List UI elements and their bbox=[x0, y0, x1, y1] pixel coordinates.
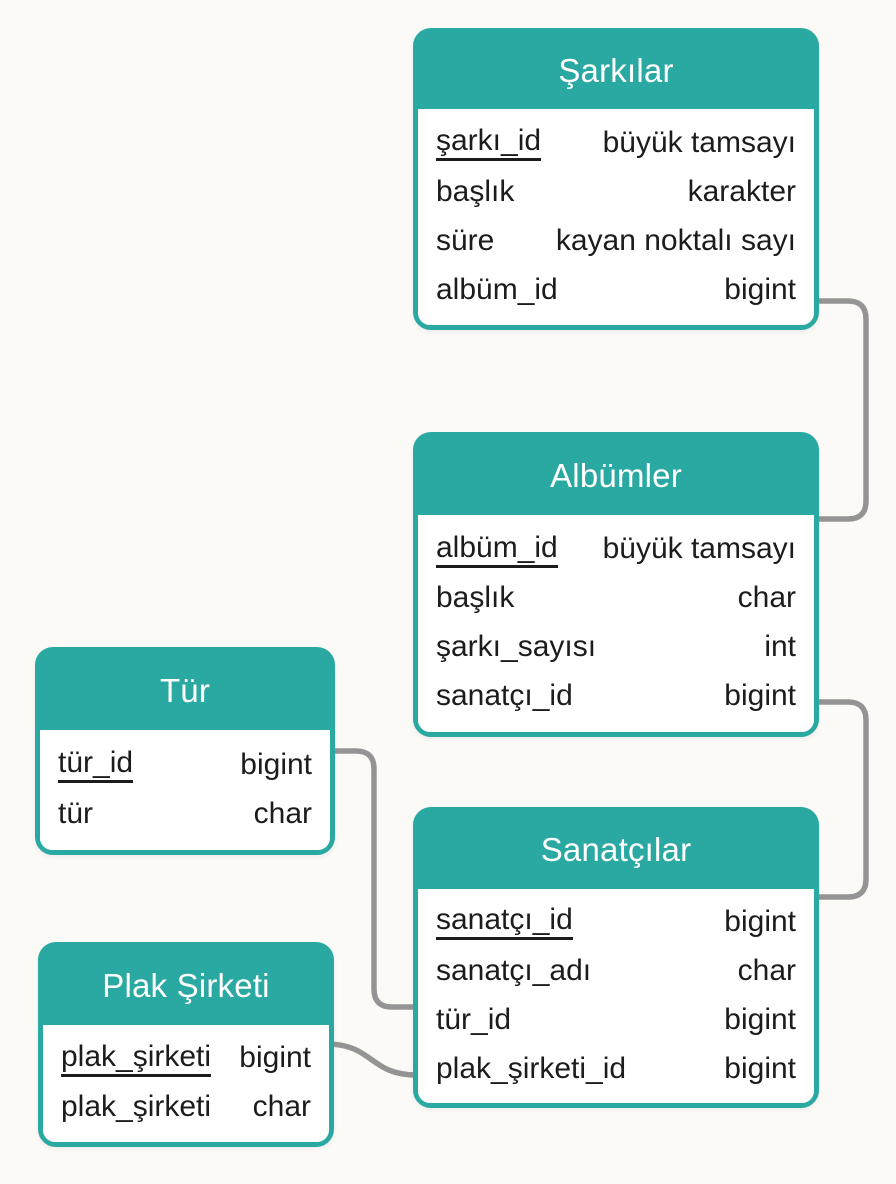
field-row bbox=[436, 574, 796, 623]
field-row bbox=[436, 167, 796, 216]
field-name: süre bbox=[436, 223, 495, 257]
field-name: plak_şirketi_id bbox=[436, 1051, 627, 1085]
field-row bbox=[436, 623, 796, 672]
table-albumler-body bbox=[418, 515, 814, 732]
table-title: Albümler bbox=[550, 456, 682, 494]
field-row bbox=[61, 1034, 311, 1083]
table-title: Şarkılar bbox=[558, 51, 674, 89]
table-sanatcilar bbox=[413, 807, 819, 1108]
field-name-pk: tür_id bbox=[58, 746, 133, 783]
table-tur-header bbox=[39, 651, 331, 730]
field-type: kayan noktalı sayı bbox=[555, 223, 796, 257]
field-type: int bbox=[764, 630, 796, 663]
field-type: bigint bbox=[240, 747, 312, 781]
connector-plaksirketi-sanatcilar bbox=[330, 1044, 417, 1075]
field-row bbox=[436, 525, 796, 574]
field-type: bigint bbox=[724, 679, 796, 712]
field-name: şarkı_sayısı bbox=[436, 630, 597, 663]
field-type: büyük tamsayı bbox=[602, 532, 796, 565]
table-title: Plak Şirketi bbox=[102, 966, 270, 1004]
table-sarkilar bbox=[413, 28, 819, 330]
field-type: bigint bbox=[724, 904, 796, 938]
field-type: karakter bbox=[687, 174, 796, 208]
table-title: Sanatçılar bbox=[540, 831, 692, 868]
connector-albumler-sanatcilar bbox=[815, 702, 866, 897]
field-type: char bbox=[252, 1090, 311, 1123]
field-type: bigint bbox=[724, 1051, 796, 1085]
field-name: albüm_id bbox=[436, 272, 558, 306]
table-plaksirketi bbox=[38, 942, 334, 1147]
field-name: tür bbox=[58, 796, 94, 830]
field-row bbox=[436, 216, 796, 265]
field-name-pk: şarkı_id bbox=[436, 124, 541, 161]
field-row bbox=[61, 1083, 311, 1132]
field-name-pk: sanatçı_id bbox=[436, 903, 573, 940]
field-row bbox=[58, 740, 312, 789]
field-row bbox=[436, 265, 796, 314]
field-type: char bbox=[737, 953, 796, 987]
field-row bbox=[436, 118, 796, 167]
table-sarkilar-header bbox=[417, 32, 815, 109]
field-name: tür_id bbox=[436, 1002, 512, 1036]
field-name-pk: plak_şirketi bbox=[61, 1040, 211, 1077]
table-sanatcilar-header bbox=[417, 811, 815, 889]
connector-tur-sanatcilar bbox=[331, 751, 417, 1007]
field-row bbox=[436, 995, 796, 1044]
field-name: başlık bbox=[436, 581, 515, 614]
field-row bbox=[58, 789, 312, 838]
table-albumler-header bbox=[417, 436, 815, 515]
table-title: Tür bbox=[159, 671, 211, 709]
table-plaksirketi-header bbox=[42, 946, 330, 1025]
table-albumler bbox=[413, 432, 819, 737]
field-type: bigint bbox=[724, 1002, 796, 1036]
field-type: bigint bbox=[724, 272, 796, 306]
table-tur bbox=[35, 647, 335, 855]
table-sanatcilar-body bbox=[418, 889, 814, 1103]
field-row bbox=[436, 897, 796, 946]
field-row bbox=[436, 946, 796, 995]
field-type: büyük tamsayı bbox=[602, 125, 796, 159]
connector-sarkilar-albumler bbox=[815, 301, 866, 519]
field-row bbox=[436, 1044, 796, 1093]
field-row bbox=[436, 672, 796, 721]
field-type: char bbox=[737, 581, 796, 614]
field-name: plak_şirketi bbox=[61, 1090, 212, 1123]
table-tur-body bbox=[40, 730, 330, 850]
field-type: bigint bbox=[239, 1041, 311, 1074]
table-sarkilar-body bbox=[418, 109, 814, 325]
table-plaksirketi-body bbox=[43, 1025, 329, 1142]
field-name: sanatçı_id bbox=[436, 679, 573, 712]
field-type: char bbox=[253, 796, 312, 830]
field-name: başlık bbox=[436, 174, 515, 208]
field-name-pk: albüm_id bbox=[436, 531, 558, 568]
field-name: sanatçı_adı bbox=[436, 953, 592, 987]
